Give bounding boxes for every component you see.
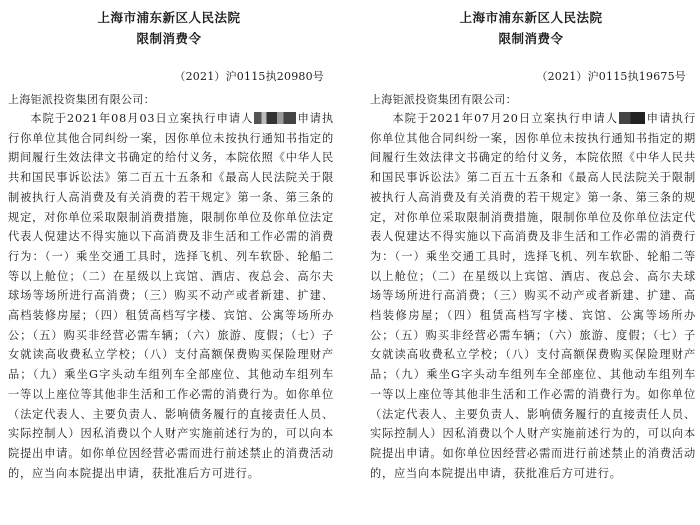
redaction-mark [254,112,296,124]
addressee: 上海钜派投资集团有限公司： [370,93,517,106]
case-number: （2021）沪0115执19675号 [536,70,686,83]
addressee: 上海钜派投资集团有限公司： [8,93,155,106]
document-body [370,109,696,483]
body-text-rest: 申请执行你单位其他合同纠纷一案，因你单位未按执行通知书指定的期间履行生效法律文书确定的给付义务，本院依照《中华人民共和国民事诉讼法》第二百五十五条和《最高人民法院关于限制被执行人高消费及有关消费的若干规定》第一条、第三条的规定，对你单位采取限制消费措施，限制你单位及你单位法定代表人倪建达不得实施以下高消费及非生活和工作必需的消费行为：（一）乘坐交通工具时，选择飞机、列车软卧、轮船二等以上舱位；（二）在星级以上宾馆、酒店、夜总会、高尔夫球场等场所进行高消费；（三）购买不动产或者新建、扩建、高档装修房屋；（四）租赁高档写字楼、宾馆、公寓等场所办公；（五）购买非经营必需车辆；（六）旅游、度假；（七）子女就读高收费私立学校；（八）支付高额保费购买保险理财产品；（九）乘坐G字头动车组列车全部座位、其他动车组列车一等以上座位等其他非生活和工作必需的消费行为。如你单位（法定代表人、主要负责人、影响债务履行的直接责任人员、实际控制人）因私消费以个人财产实施前述行为的，可以向本院提出申请。如你单位因经营必需而进行前述禁止的消费活动的，应当向本院提出申请，获批准后方可进行。 [8,112,334,480]
document-title: 限制消费令 [498,31,564,46]
document-page-left [0,0,338,525]
page-divider [338,0,362,525]
body-text-start: 本院于2021年08月03日立案执行申请人 [30,112,254,125]
document-title: 限制消费令 [136,31,202,46]
body-text-start: 本院于2021年07月20日立案执行申请人 [392,112,619,125]
document-body [8,109,334,483]
body-text-rest: 申请执行你单位其他合同纠纷一案，因你单位未按执行通知书指定的期间履行生效法律文书确定的给付义务，本院依照《中华人民共和国民事诉讼法》第二百五十五条和《最高人民法院关于限制被执行人高消费及有关消费的若干规定》第一条、第三条的规定，对你单位采取限制消费措施，限制你单位及你单位法定代表人倪建达不得实施以下高消费及非生活和工作必需的消费行为：（一）乘坐交通工具时，选择飞机、列车软卧、轮船二等以上舱位；（二）在星级以上宾馆、酒店、夜总会、高尔夫球场等场所进行高消费；（三）购买不动产或者新建、扩建、高档装修房屋；（四）租赁高档写字楼、宾馆、公寓等场所办公；（五）购买非经营必需车辆；（六）旅游、度假；（七）子女就读高收费私立学校；（八）支付高额保费购买保险理财产品；（九）乘坐G字头动车组列车全部座位、其他动车组列车一等以上座位等其他非生活和工作必需的消费行为。如你单位（法定代表人、主要负责人、影响债务履行的直接责任人员、实际控制人）因私消费以个人财产实施前述行为的，可以向本院提出申请。如你单位因经营必需而进行前述禁止的消费活动的，应当向本院提出申请，获批准后方可进行。 [370,112,697,480]
redaction-mark [619,112,645,124]
court-name: 上海市浦东新区人民法院 [459,10,603,25]
case-number: （2021）沪0115执20980号 [174,70,324,83]
court-name: 上海市浦东新区人民法院 [97,10,241,25]
document-page-right [362,0,700,525]
